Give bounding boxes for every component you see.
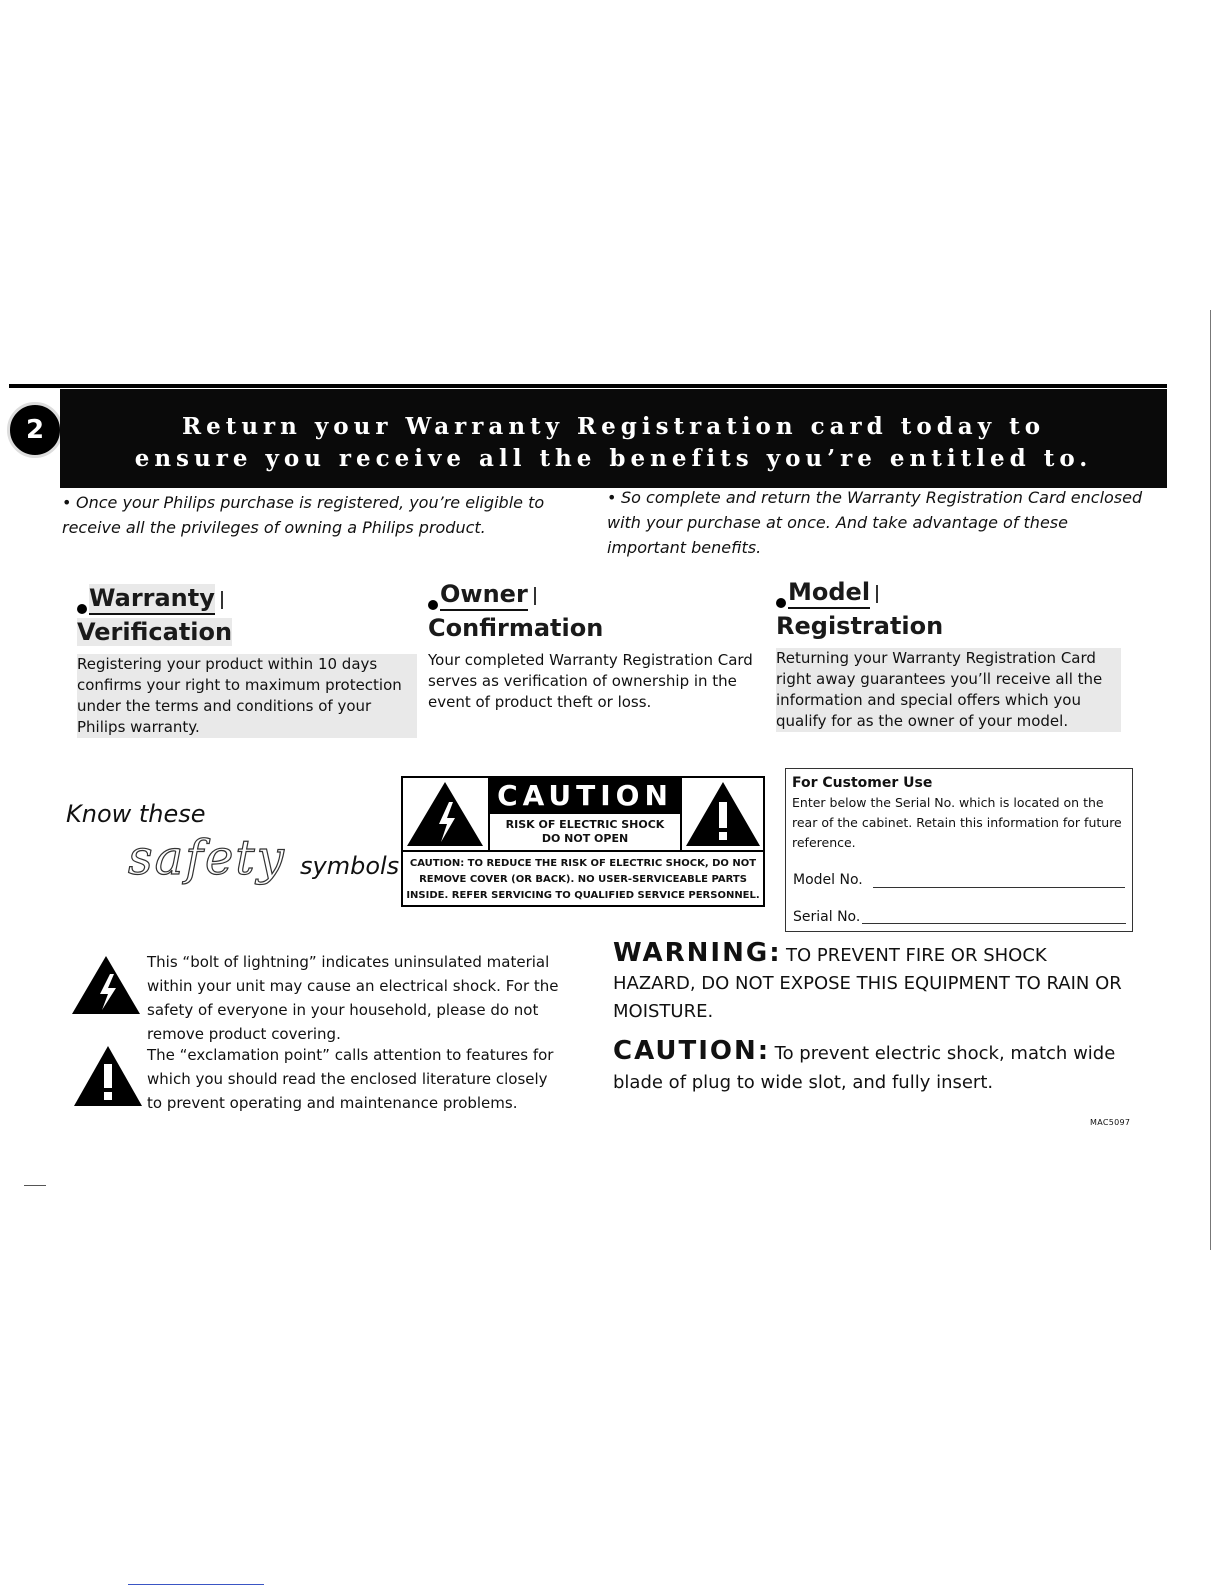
benefit-model-registration [776,578,1121,732]
banner-line-2: ensure you receive all the benefits you’re entitled to. [134,445,1093,472]
intro-left-text: Once your Philips purchase is registered, you’re eligible to receive all the privileges of owning a Philips product. [62,493,545,537]
intro-left: • Once your Philips purchase is registered, you’re eligible to receive all the privileges of owning a Philips product. [62,493,545,537]
banner-top-rule [9,384,1167,388]
benefit-body: Returning your Warranty Registration Card right away guarantees you’ll receive all the information and special offers which you qualify for as the owner of your model. [776,648,1121,732]
intro-right-text: So complete and return the Warranty Registration Card enclosed with your purchase at once. And take advantage of these important benefits. [607,488,1143,557]
scan-edge-line [1210,310,1211,1250]
caution-notice: CAUTION: TO REDUCE THE RISK OF ELECTRIC SHOCK, DO NOT REMOVE COVER (OR BACK). NO USER-SERVICEABLE PARTS INSIDE. REFER SERVICING TO QUALIFIED SERVICE PERSONNEL. [406,858,760,901]
intro-right: • So complete and return the Warranty Registration Card enclosed with your purchase at once. And take advantage of these important benefits. [607,488,1143,557]
benefit-owner-confirmation [428,580,768,713]
benefit-title-line2: Confirmation [428,614,604,642]
serial-no-field[interactable] [862,922,1126,924]
benefit-title-line1: Model [788,578,870,609]
bullet-dot-icon [428,600,438,610]
safety-outline-word: safety [128,830,286,886]
benefit-body: Registering your product within 10 days confirms your right to maximum protection under the terms and conditions of your Philips warranty. [77,654,417,738]
caution-text: To prevent electric shock, match wide blade of plug to wide slot, and fully insert. [613,1043,1116,1093]
customer-use-title: For Customer Use [792,775,933,791]
page-number-badge: 2 [7,402,63,458]
scan-dash-mark [24,1185,46,1186]
know-these-label: Know these [66,800,206,828]
model-no-field[interactable] [873,886,1125,888]
bullet-dot-icon [77,604,87,614]
lightning-triangle-icon [70,954,142,1016]
risk-line-1: RISK OF ELECTRIC SHOCK [505,818,665,831]
risk-line-2: DO NOT OPEN [541,832,629,845]
symbols-label: symbols [300,852,400,880]
benefit-title-line2: Verification [77,618,233,646]
banner-line-1: Return your Warranty Registration card today to [181,413,1046,440]
exclamation-triangle-icon [72,1044,144,1108]
warning-lead: WARNING: [613,938,782,968]
caution-lead: CAUTION: [613,1036,771,1066]
model-no-label: Model No. [793,872,863,888]
bullet-dot-icon [776,598,786,608]
exclamation-explanation: The “exclamation point” calls attention to features for which you should read the enclosed literature closely to prevent operating and maintenance problems. [147,1046,554,1112]
lightning-triangle-icon [405,780,485,848]
caution-statement [613,1037,1133,1098]
warning-statement [613,940,1133,1026]
bolt-explanation: This “bolt of lightning” indicates uninsulated material within your unit may cause an electrical shock. For the safety of everyone in your household, please do not remove product covering. [147,953,559,1043]
model-code: MAC5097 [1090,1118,1131,1127]
customer-use-description: Enter below the Serial No. which is located on the rear of the cabinet. Retain this information for future reference. [792,795,1122,850]
serial-no-label: Serial No. [793,909,861,925]
benefit-warranty-verification [77,584,417,738]
header-banner [60,389,1167,488]
warning-text: TO PREVENT FIRE OR SHOCK HAZARD, DO NOT EXPOSE THIS EQUIPMENT TO RAIN OR MOISTURE. [613,945,1122,1022]
benefit-title-line1: Warranty [89,584,215,615]
benefit-title-line2: Registration [776,612,944,640]
exclamation-triangle-icon [684,780,762,848]
benefit-title-line1: Owner [440,580,528,611]
caution-title: CAUTION [490,778,680,814]
benefit-body: Your completed Warranty Registration Card serves as verification of ownership in the event of product theft or loss. [428,651,753,711]
